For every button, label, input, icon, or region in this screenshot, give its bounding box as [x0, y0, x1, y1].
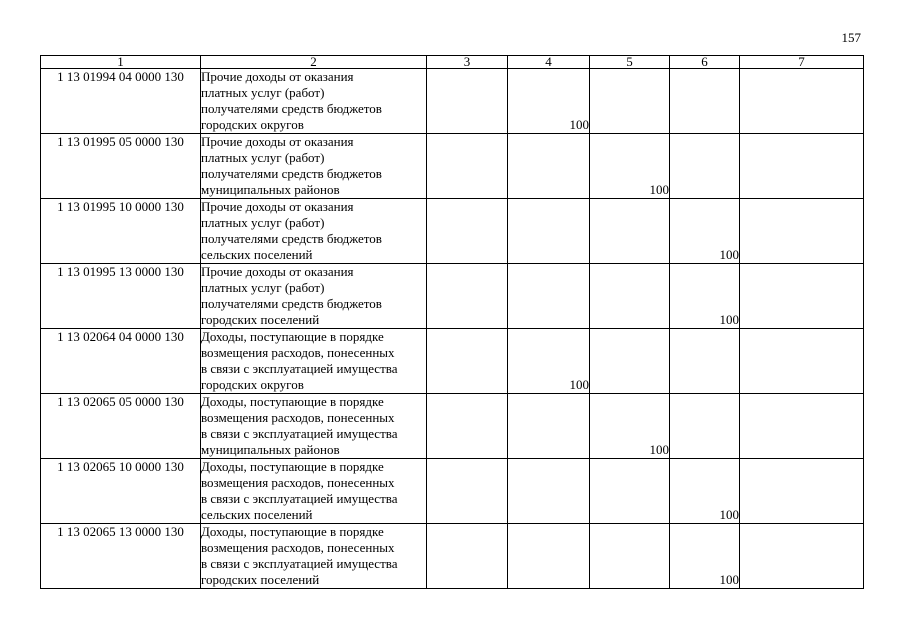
row-description-line: Прочие доходы от оказания [201, 199, 354, 214]
row-value-col-3 [427, 329, 508, 394]
column-header-4: 4 [508, 56, 590, 69]
table-row [41, 199, 864, 264]
row-value-col-4: 100 [508, 69, 590, 134]
row-code: 1 13 02064 04 0000 130 [41, 329, 201, 394]
row-description-line: в связи с эксплуатацией имущества [201, 491, 398, 506]
row-code: 1 13 01995 05 0000 130 [41, 134, 201, 199]
row-description-line: Доходы, поступающие в порядке [201, 524, 384, 539]
row-description [201, 329, 427, 394]
row-value-col-4: 100 [508, 329, 590, 394]
row-value-col-3 [427, 394, 508, 459]
table-row [41, 134, 864, 199]
row-value-col-3 [427, 524, 508, 589]
column-header-3: 3 [427, 56, 508, 69]
row-value-col-6: 100 [670, 459, 740, 524]
header-row [41, 56, 864, 69]
row-value-col-6 [670, 329, 740, 394]
row-description-line: возмещения расходов, понесенных [201, 540, 395, 555]
row-description [201, 524, 427, 589]
row-code: 1 13 02065 10 0000 130 [41, 459, 201, 524]
row-description-line: Доходы, поступающие в порядке [201, 459, 384, 474]
row-description [201, 394, 427, 459]
row-description-line: муниципальных районов [201, 442, 340, 457]
row-description-line: городских поселений [201, 312, 320, 327]
row-value-col-4 [508, 264, 590, 329]
row-description-line: в связи с эксплуатацией имущества [201, 556, 398, 571]
row-description-line: в связи с эксплуатацией имущества [201, 426, 398, 441]
row-description-line: Прочие доходы от оказания [201, 69, 354, 84]
table-row [41, 69, 864, 134]
row-description-line: муниципальных районов [201, 182, 340, 197]
column-header-1: 1 [41, 56, 201, 69]
row-description-line: Прочие доходы от оказания [201, 264, 354, 279]
row-description-line: городских округов [201, 377, 304, 392]
row-description-line: возмещения расходов, понесенных [201, 345, 395, 360]
row-value-col-3 [427, 69, 508, 134]
column-header-5: 5 [590, 56, 670, 69]
row-description [201, 134, 427, 199]
table-body [41, 69, 864, 589]
row-value-col-6: 100 [670, 524, 740, 589]
row-code: 1 13 01995 13 0000 130 [41, 264, 201, 329]
row-value-col-5: 100 [590, 134, 670, 199]
row-description-line: получателями средств бюджетов [201, 296, 382, 311]
row-value-col-3 [427, 199, 508, 264]
row-code: 1 13 01994 04 0000 130 [41, 69, 201, 134]
row-value-col-7 [740, 394, 864, 459]
row-description-line: Доходы, поступающие в порядке [201, 329, 384, 344]
row-value-col-5 [590, 69, 670, 134]
revenue-table [40, 55, 864, 589]
row-description [201, 264, 427, 329]
row-value-col-4 [508, 134, 590, 199]
row-description-line: сельских поселений [201, 507, 313, 522]
row-value-col-4 [508, 459, 590, 524]
row-description [201, 459, 427, 524]
row-value-col-5 [590, 329, 670, 394]
row-description-line: в связи с эксплуатацией имущества [201, 361, 398, 376]
row-value-col-6: 100 [670, 264, 740, 329]
table-row [41, 524, 864, 589]
row-value-col-5 [590, 459, 670, 524]
row-value-col-7 [740, 264, 864, 329]
row-value-col-6 [670, 69, 740, 134]
row-description [201, 199, 427, 264]
row-description-line: Прочие доходы от оказания [201, 134, 354, 149]
row-code: 1 13 02065 05 0000 130 [41, 394, 201, 459]
row-value-col-6 [670, 394, 740, 459]
row-value-col-3 [427, 134, 508, 199]
table-row [41, 459, 864, 524]
row-description-line: платных услуг (работ) [201, 85, 325, 100]
row-value-col-3 [427, 459, 508, 524]
row-description-line: платных услуг (работ) [201, 215, 325, 230]
row-description [201, 69, 427, 134]
row-value-col-5: 100 [590, 394, 670, 459]
row-value-col-4 [508, 199, 590, 264]
row-value-col-7 [740, 329, 864, 394]
row-value-col-4 [508, 524, 590, 589]
row-description-line: возмещения расходов, понесенных [201, 410, 395, 425]
row-value-col-7 [740, 69, 864, 134]
row-description-line: платных услуг (работ) [201, 150, 325, 165]
row-value-col-3 [427, 264, 508, 329]
row-value-col-4 [508, 394, 590, 459]
row-value-col-6 [670, 134, 740, 199]
row-description-line: сельских поселений [201, 247, 313, 262]
row-description-line: возмещения расходов, понесенных [201, 475, 395, 490]
row-description-line: получателями средств бюджетов [201, 231, 382, 246]
row-value-col-7 [740, 524, 864, 589]
row-value-col-7 [740, 199, 864, 264]
row-description-line: городских поселений [201, 572, 320, 587]
column-header-2: 2 [201, 56, 427, 69]
row-description-line: платных услуг (работ) [201, 280, 325, 295]
row-value-col-5 [590, 199, 670, 264]
row-description-line: городских округов [201, 117, 304, 132]
page-number: 157 [841, 30, 861, 45]
row-value-col-5 [590, 264, 670, 329]
row-description-line: получателями средств бюджетов [201, 166, 382, 181]
row-description-line: Доходы, поступающие в порядке [201, 394, 384, 409]
row-value-col-7 [740, 459, 864, 524]
row-code: 1 13 01995 10 0000 130 [41, 199, 201, 264]
row-code: 1 13 02065 13 0000 130 [41, 524, 201, 589]
table-row [41, 329, 864, 394]
column-header-7: 7 [740, 56, 864, 69]
row-value-col-7 [740, 134, 864, 199]
table-header [41, 56, 864, 69]
row-value-col-5 [590, 524, 670, 589]
row-value-col-6: 100 [670, 199, 740, 264]
table-row [41, 264, 864, 329]
table-row [41, 394, 864, 459]
row-description-line: получателями средств бюджетов [201, 101, 382, 116]
column-header-6: 6 [670, 56, 740, 69]
